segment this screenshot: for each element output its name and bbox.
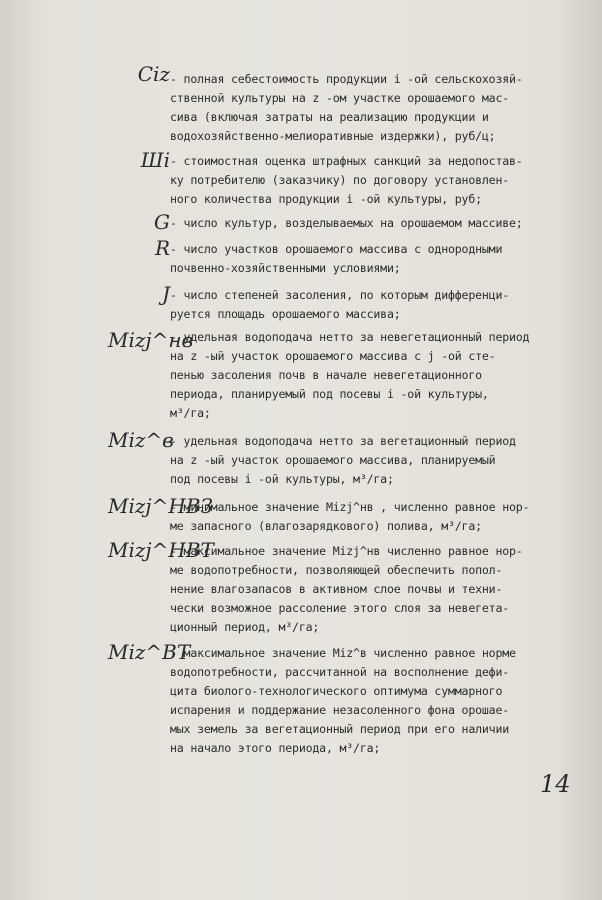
- definition-text: [170, 286, 590, 324]
- definition-text: [170, 432, 590, 489]
- text-line: испарения и поддержание незасоленного фона орошае-: [170, 703, 510, 717]
- definition-symbol: Шi: [140, 148, 170, 172]
- text-line: ного количества продукции i -ой культуры, руб;: [170, 192, 482, 206]
- text-line: - число культур, возделываемых на орошаемом массиве;: [170, 216, 523, 230]
- text-line: - минимальное значение Mizj^нв , численно равное нор-: [170, 500, 530, 514]
- text-line: периода, планируемый под посевы i -ой культуры,: [170, 387, 489, 401]
- text-line: - стоимостная оценка штрафных санкций за недопостав-: [170, 154, 523, 168]
- text-line: ционный период, м³/га;: [170, 620, 320, 634]
- text-line: на начало этого периода, м³/га;: [170, 741, 381, 755]
- text-line: - удельная водоподача нетто за невегетационный период: [170, 330, 530, 344]
- definition-text: [170, 214, 590, 233]
- text-line: сива (включая затраты на реализацию продукции и: [170, 110, 489, 124]
- definition-text: [170, 328, 590, 423]
- definition-text: [170, 542, 590, 637]
- text-line: - число степеней засоления, по которым дифференци-: [170, 288, 510, 302]
- definition-symbol: Mizj^НВЗ: [108, 494, 213, 518]
- definition-text: [170, 70, 590, 146]
- text-line: водохозяйственно-мелиоративные издержки), руб/ц;: [170, 129, 496, 143]
- text-line: мых земель за вегетационный период при его наличии: [170, 722, 510, 736]
- definition-text: [170, 644, 590, 758]
- text-line: - полная себестоимость продукции i -ой сельскохозяй-: [170, 72, 523, 86]
- text-line: - максимальное значение Miz^в численно равное норме: [170, 646, 516, 660]
- text-line: цита биолого-технологического оптимума суммарного: [170, 684, 503, 698]
- definition-symbol: G: [154, 210, 170, 234]
- text-line: на z -ый участок орошаемого массива, планируемый: [170, 453, 496, 467]
- definition-symbol: Mizj^НВТ: [108, 538, 214, 562]
- text-line: руется площадь орошаемого массива;: [170, 307, 401, 321]
- text-line: - число участков орошаемого массива с однородными: [170, 242, 503, 256]
- text-line: ственной культуры на z -ом участке орошаемого мас-: [170, 91, 510, 105]
- definition-symbol: Mizj^нв: [108, 328, 194, 352]
- definition-symbol: Miz^в: [108, 428, 174, 452]
- definition-symbol: R: [154, 236, 170, 260]
- definition-symbol: Miz^ВТ: [108, 640, 191, 664]
- text-line: нение влагозапасов в активном слое почвы и техни-: [170, 582, 503, 596]
- page-number: 14: [540, 770, 571, 798]
- text-line: почвенно-хозяйственными условиями;: [170, 261, 401, 275]
- text-line: под посевы i -ой культуры, м³/га;: [170, 472, 394, 486]
- text-line: водопотребности, рассчитанной на восполнение дефи-: [170, 665, 510, 679]
- text-line: чески возможное рассоление этого слоя за невегета-: [170, 601, 510, 615]
- definition-text: [170, 240, 590, 278]
- text-line: ку потребителю (заказчику) по договору установлен-: [170, 173, 510, 187]
- definition-text: [170, 498, 590, 536]
- text-line: пенью засоления почв в начале невегетационного: [170, 368, 482, 382]
- definition-symbol: Ciz: [137, 62, 170, 86]
- text-line: - максимальное значение Mizj^нв численно равное нор-: [170, 544, 523, 558]
- text-line: ме запасного (влагозарядкового) полива, м³/га;: [170, 519, 482, 533]
- text-line: - удельная водоподача нетто за вегетационный период: [170, 434, 516, 448]
- text-line: ме водопотребности, позволяющей обеспечить попол-: [170, 563, 503, 577]
- text-line: м³/га;: [170, 406, 211, 420]
- text-line: на z -ый участок орошаемого массива с j -ой сте-: [170, 349, 496, 363]
- definition-text: [170, 152, 590, 209]
- definition-symbol: J: [161, 282, 170, 306]
